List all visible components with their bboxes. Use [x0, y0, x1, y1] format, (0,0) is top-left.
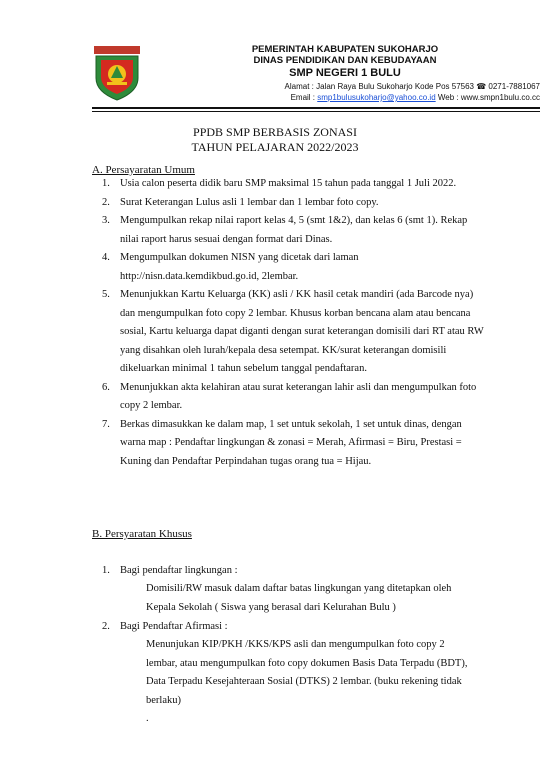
section-b-list-1: [92, 562, 484, 581]
document-subtitle: TAHUN PELAJARAN 2022/2023: [191, 140, 359, 154]
list-item: 1. Bagi pendaftar lingkungan :: [102, 565, 238, 576]
letterhead-rule-thick: [92, 107, 540, 109]
trailing-period: .: [146, 713, 149, 724]
letterhead-school: SMP NEGERI 1 BULU: [289, 67, 401, 79]
list-item: 1. Usia calon peserta didik baru SMP maksimal 15 tahun pada tanggal 1 Juli 2022.: [102, 178, 457, 189]
list-item: 2. Bagi Pendaftar Afirmasi :: [102, 621, 228, 632]
section-b-list-2: [92, 618, 484, 637]
section-a-heading: A. Persayaratan Umum: [92, 164, 195, 176]
letterhead-contact: [150, 92, 540, 103]
letterhead: [150, 44, 540, 103]
section-a-list: [92, 175, 484, 471]
email-label: Email :: [290, 93, 318, 102]
section-b-item-2-detail: Menunjukan KIP/PKH /KKS/KPS asli dan mengumpulkan foto copy 2 lembar, atau mengumpulkan foto copy dokumen Basis Data Terpadu (BDT), Data Terpadu Kesejahteraan Sosial (DTKS) 2 lembar. (buku rekening tidak berlaku): [146, 639, 468, 706]
letterhead-government: PEMERINTAH KABUPATEN SUKOHARJO: [251, 44, 439, 55]
regency-emblem-icon: [92, 44, 142, 102]
letterhead-department: DINAS PENDIDIKAN DAN KEBUDAYAAN: [253, 55, 437, 66]
list-item: 2. Surat Keterangan Lulus asli 1 lembar dan 1 lembar foto copy.: [102, 196, 379, 208]
email-link[interactable]: smp1bulusukoharjo@yahoo.co.id: [317, 93, 436, 102]
document-title: PPDB SMP BERBASIS ZONASI: [193, 125, 357, 139]
website-text: Web : www.smpn1bulu.co.cc: [435, 93, 540, 102]
letterhead-rule-thin: [92, 111, 540, 112]
list-item: 6. Menunjukkan akta kelahiran atau surat keterangan lahir asli dan mengumpulkan foto copy 2 lembar.: [102, 381, 477, 411]
list-item: 4. Mengumpulkan dokumen NISN yang dicetak dari laman http://nisn.data.kemdikbud.go.id, 2lembar.: [102, 252, 359, 282]
list-item: 5. Menunjukkan Kartu Keluarga (KK) asli / KK hasil cetak mandiri (ada Barcode nya) dan mengumpulkan foto copy 2 lembar. Khusus korban bencana alam atau bencana sosial, Kartu keluarga dapat diganti dengan surat keterangan domisili dari RT atau RW yang disahkan oleh lurah/kepala desa setempat. KK/surat keterangan domisili dikeluarkan minimal 1 tahun sebelum tanggal pendaftaran.: [102, 289, 484, 374]
list-item: 3. Mengumpulkan rekap nilai raport kelas 4, 5 (smt 1&2), dan kelas 6 (smt 1). Rekap nilai raport harus sesuai dengan format dari Dinas.: [102, 215, 468, 245]
section-b-heading: B. Persyaratan Khusus: [92, 528, 192, 540]
letterhead-address: Alamat : Jalan Raya Bulu Sukoharjo Kode Pos 57563 ☎ 0271-7881067: [284, 82, 540, 91]
section-b-item-1-detail: Domisili/RW masuk dalam daftar batas lingkungan yang ditetapkan oleh Kepala Sekolah ( Siswa yang berasal dari Kelurahan Bulu ): [146, 583, 452, 613]
list-item: 7. Berkas dimasukkan ke dalam map, 1 set untuk sekolah, 1 set untuk dinas, dengan warna map : Pendaftar lingkungan & zonasi = Merah, Afirmasi = Biru, Prestasi = Kuning dan Pendaftar Perpindahan tugas orang tua = Hijau.: [102, 418, 462, 467]
